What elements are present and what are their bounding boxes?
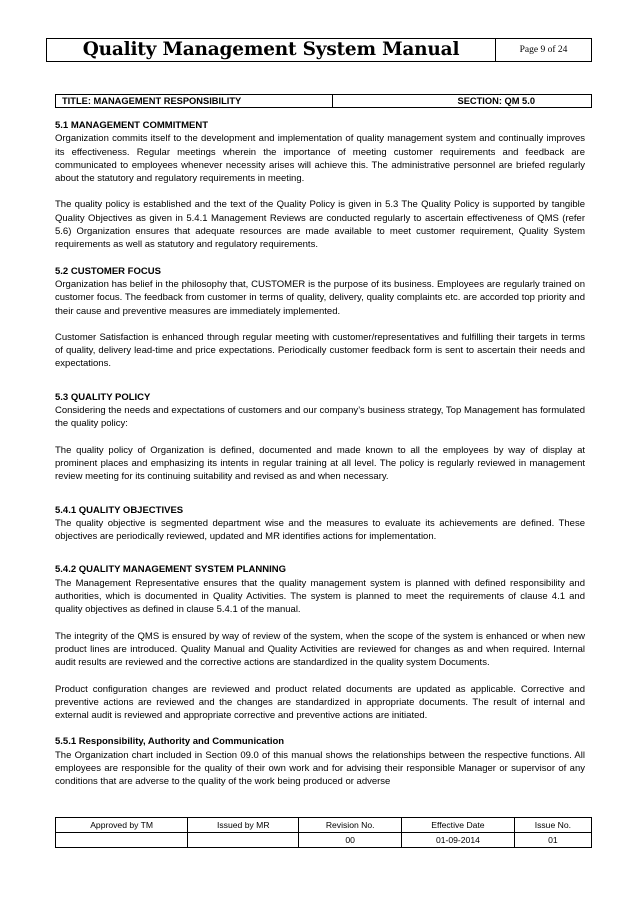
section-heading: 5.5.1 Responsibility, Authority and Communication — [55, 736, 285, 748]
footer-header-cell: Issue No. — [514, 818, 591, 833]
effective-date-value: 01-09-2014 — [402, 833, 515, 848]
paragraph: The Management Representative ensures that the quality management system is planned with defined responsibility and authorities, which is documented in Quality Activities. The system is planned to meet the requirements of clause 4.1 and quality objectives as defined in clause 5.4.1 of the manual. — [55, 577, 585, 616]
document-body — [55, 119, 585, 789]
footer-header-cell: Issued by MR — [188, 818, 299, 833]
title-bar — [55, 94, 592, 108]
approved-by-value — [56, 833, 188, 848]
section-title: TITLE: MANAGEMENT RESPONSIBILITY — [56, 95, 333, 108]
paragraph: The quality objective is segmented department wise and the measures to evaluate its achievements are defined. These objectives are periodically reviewed, updated and MR identifies actions for implementation. — [55, 517, 585, 543]
paragraph: The quality policy is established and the text of the Quality Policy is given in 5.3 The Quality Policy is supported by tangible Quality Objectives as given in 5.4.1 Management Reviews are conducted regularly to ascertain effectiveness of QMS (refer 5.6) Organization ensures that adequate resources are made available to meet customer requirement, Quality System requirements as well as statutory and regulatory requirements. — [55, 199, 585, 251]
footer-header-cell: Revision No. — [299, 818, 402, 833]
paragraph: Customer Satisfaction is enhanced through regular meeting with customer/representatives and fulfilling their targets in terms of quality, delivery lead-time and price expectations. Periodically customer feedback form is sent to ascertain their needs and expectations. — [55, 331, 585, 370]
issued-by-value — [188, 833, 299, 848]
section-code: SECTION: QM 5.0 — [333, 95, 592, 108]
paragraph: The quality policy of Organization is defined, documented and made known to all the employees by way of display at prominent places and emphasizing its intents in regular training at all level. The policy is regularly reviewed in management review meeting for its continuing suitability and revised as and when necessary. — [55, 444, 585, 483]
paragraph: Organization commits itself to the development and implementation of quality management system and continually improves its effectiveness. Regular meetings wherein the importance of meeting customer requirements and feedback are communicated to employees whenever necessity arises will achieve this. The administrative personnel are briefed regularly about the statutory and regulatory requirements in meeting. — [55, 133, 585, 185]
document-header — [46, 38, 592, 62]
section-heading: 5.3 QUALITY POLICY — [55, 391, 151, 403]
section-heading: 5.2 CUSTOMER FOCUS — [55, 265, 161, 277]
section-heading: 5.1 MANAGEMENT COMMITMENT — [55, 120, 209, 131]
document-title: Quality Management System Manual — [47, 39, 496, 62]
paragraph: Organization has belief in the philosophy that, CUSTOMER is the purpose of its business. Employees are regularly trained on customer focus. The feedback from customer in terms of quality, delivery, quality complaints etc. are accorded top priority and their cause and preventive measures are immediately implemented. — [55, 278, 585, 317]
footer-header-cell: Effective Date — [402, 818, 515, 833]
paragraph: The Organization chart included in Section 09.0 of this manual shows the relationships between the respective functions. All employees are responsible for the quality of their own work and for advising their responsible Manager or supervisor of any conditions that are adverse to the quality of the work being produced or adverse — [55, 749, 585, 788]
page-number: Page 9 of 24 — [496, 39, 592, 62]
paragraph: The integrity of the QMS is ensured by way of review of the system, when the scope of the system is enhanced or when new product lines are introduced. Quality Manual and Quality Activities are reviewed for changes as and when required. Internal audit results are reviewed and the corrective actions are standardized in the quality system Documents. — [55, 630, 585, 669]
section-heading: 5.4.2 QUALITY MANAGEMENT SYSTEM PLANNING — [55, 564, 287, 576]
document-control-table — [55, 817, 592, 848]
paragraph: Product configuration changes are reviewed and product related documents are updated as applicable. Corrective and preventive actions are reviewed and the changes are standardized in appropriate documents. The result of internal and external audit is reviewed and appropriate corrective and preventive actions are initiated. — [55, 683, 585, 722]
section-heading: 5.4.1 QUALITY OBJECTIVES — [55, 504, 184, 516]
footer-header-cell: Approved by TM — [56, 818, 188, 833]
paragraph: Considering the needs and expectations of customers and our company’s business strategy, Top Management has formulated the quality policy: — [55, 405, 585, 430]
issue-number-value: 01 — [514, 833, 591, 848]
revision-number-value: 00 — [299, 833, 402, 848]
